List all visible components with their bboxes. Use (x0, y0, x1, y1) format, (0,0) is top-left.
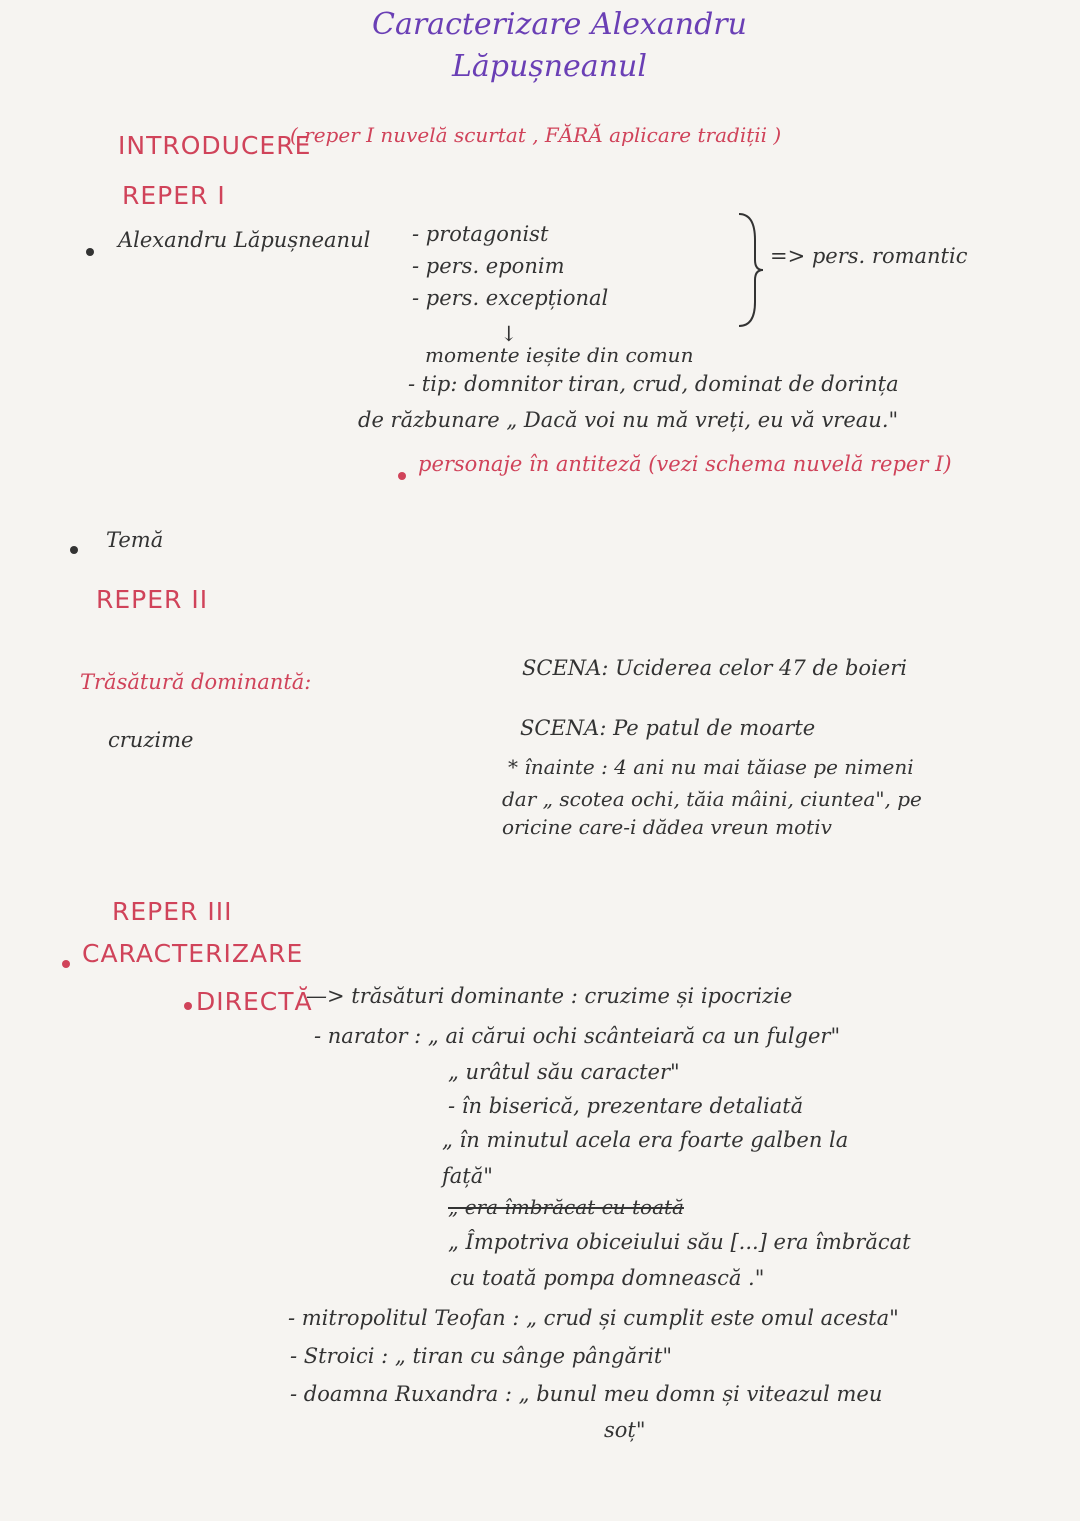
conclusion-romantic: => pers. romantic (770, 244, 968, 268)
trait-exceptional: - pers. excepțional (412, 286, 609, 310)
trasatura-label: Trăsătură dominantă: (80, 670, 312, 694)
moments-text: momente ieșite din comun (425, 343, 694, 367)
minutul-line1: „ în minutul acela era foarte galben la (442, 1128, 849, 1152)
reper1-heading: REPER I (122, 181, 226, 210)
antiteza-text: personaje în antiteză (vezi schema nuvelă reper I) (418, 452, 952, 476)
trait-protagonist: - protagonist (412, 222, 549, 246)
scena-2: SCENA: Pe patul de moarte (520, 716, 816, 740)
reper3-heading: REPER III (112, 897, 233, 926)
trait-eponim: - pers. eponim (412, 254, 565, 278)
doamna-line1: - doamna Ruxandra : „ bunul meu domn și viteazul meu (290, 1382, 883, 1406)
bullet-dot (86, 248, 94, 256)
type-line2: de răzbunare „ Dacă voi nu mă vreți, eu vă vreau." (358, 408, 899, 432)
type-line1: - tip: domnitor tiran, crud, dominat de dorința (408, 372, 899, 396)
mitropolitul-quote: - mitropolitul Teofan : „ crud și cumplit este omul acesta" (288, 1306, 899, 1330)
doamna-line2: soț" (604, 1418, 646, 1442)
detail-line3: oricine care-i dădea vreun motiv (502, 815, 832, 839)
reper2-heading: REPER II (96, 585, 209, 614)
struck-text: „ era îmbrăcat cu toată (448, 1195, 684, 1219)
scena-1: SCENA: Uciderea celor 47 de boieri (522, 656, 907, 680)
minutul-line2: față" (442, 1164, 493, 1188)
bullet-dot (398, 472, 406, 480)
directa-label: DIRECTĂ (196, 987, 313, 1016)
page-title: Caracterizare Alexandru (372, 7, 747, 42)
detail-line2: dar „ scotea ochi, tăia mâini, ciuntea", pe (502, 787, 922, 811)
stroici-quote: - Stroici : „ tiran cu sânge pângărit" (290, 1344, 672, 1368)
impotriva-line2: cu toată pompa domnească ." (450, 1266, 765, 1290)
page-subtitle: Lăpușneanul (452, 49, 647, 84)
tema-label: Temă (106, 528, 164, 552)
directa-text: —> trăsături dominante : cruzime și ipocrizie (306, 984, 793, 1008)
bullet-dot (62, 960, 70, 968)
bullet-dot (184, 1002, 192, 1010)
impotriva-line1: „ Împotriva obiceiului său [...] era îmbrăcat (448, 1230, 911, 1254)
biserica-text: - în biserică, prezentare detaliată (448, 1094, 804, 1118)
trasatura-value: cruzime (108, 728, 194, 752)
bullet-dot (70, 546, 78, 554)
character-name: Alexandru Lăpușneanul (118, 228, 371, 252)
down-arrow-icon: ↓ (500, 322, 518, 346)
narator-line1: - narator : „ ai cărui ochi scânteiară ca un fulger" (314, 1024, 841, 1048)
detail-line1: * înainte : 4 ani nu mai tăiase pe nimeni (508, 755, 914, 779)
caracterizare-heading: CARACTERIZARE (82, 939, 304, 968)
intro-note: ( reper I nuvelă scurtat , FĂRĂ aplicare tradiții ) (290, 123, 782, 147)
narator-line2: „ urâtul său caracter" (448, 1060, 680, 1084)
right-brace-icon (735, 210, 765, 330)
intro-label: INTRODUCERE (118, 131, 312, 160)
